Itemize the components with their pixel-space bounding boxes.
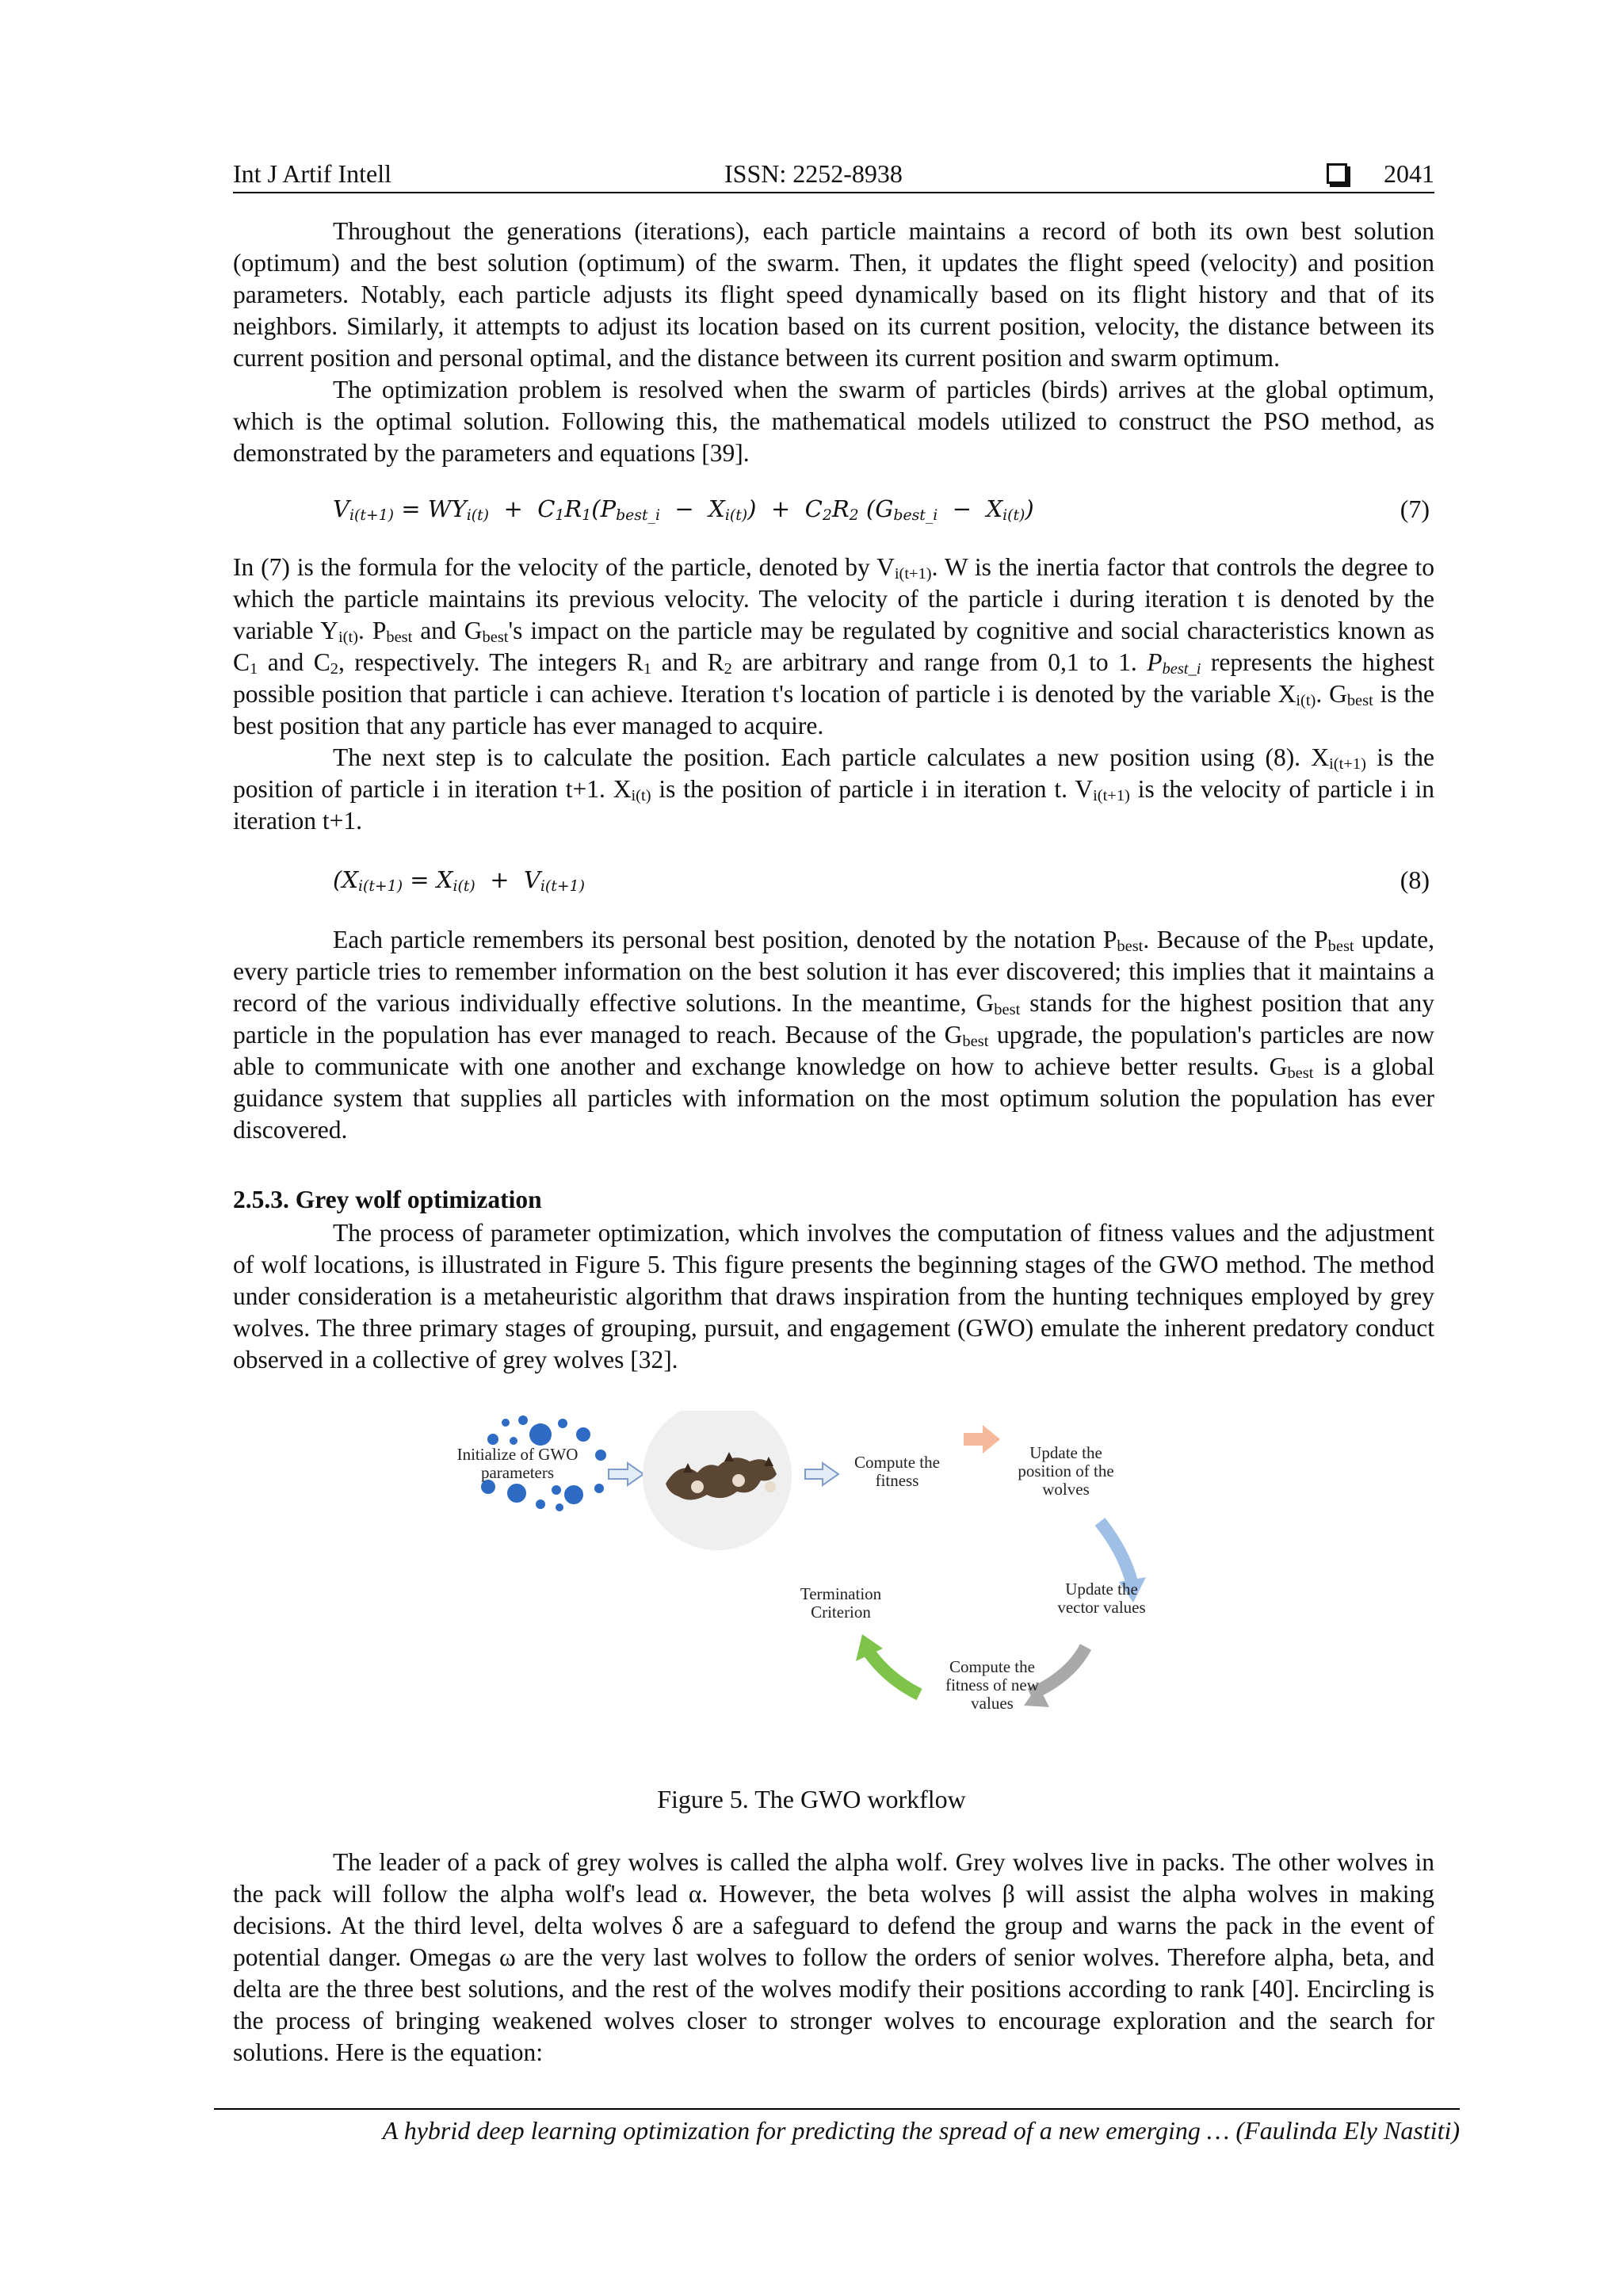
- paragraph-position-calculation: The next step is to calculate the position. Each particle calculates a new position using (8). $X_{i(t+1)}$ is the position of particle i in iteration t+1. $X_{i(t)}$ is the position of particle i in iteration t. $V_{i(t+1)}$ is the velocity of particle i in iteration t+1.: [233, 743, 1434, 835]
- paragraph-velocity-definition: In (7) is the formula for the velocity of the particle, denoted by $V_{i(t+1)}$. W is the inertia factor that controls the degree to which the particle maintains its previous velocity. The velocity of the particle i during iteration t is denoted by the variable $Y_{i(t)}$. $P_{best}$ and $G_{best}'s$ impact on the particle may be regulated by cognitive and social characteristics known as $C_1$ and $C_2$, respectively. The integers $R_1$ and $R_2$ are arbitrary and range from 0,1 to 1. $P_{best\_i}$ represents the highest possible position that particle i can achieve. Iteration t's location of particle i is denoted by the variable $X_{i(t)}$. $G_{best}$ is the best position that any particle has ever managed to acquire.: [233, 553, 1435, 739]
- gwo-workflow-figure: [428, 1411, 1173, 1759]
- label-initialize: Initialize of GWO parameters: [456, 1445, 579, 1482]
- equation-8-number: (8): [1400, 865, 1430, 894]
- equation-7-formula: $V_{i(t+1)} = WY_{i(t)} + C_1R_1(P_{best\_i} - X_{i(t)}) + C_2R_2$ $(G_{best\_i} - X_{i(t)})$: [333, 495, 1034, 524]
- page-number-group: [1327, 155, 1434, 192]
- label-update-vector: Update the vector values: [1057, 1580, 1146, 1617]
- running-header: [233, 155, 1434, 193]
- section-heading: 2.5.3. Grey wolf optimization: [233, 1186, 542, 1213]
- label-termination: Termination Criterion: [800, 1584, 882, 1622]
- running-footer: A hybrid deep learning optimization for predicting the spread of a new emerging … (Faulinda Ely Nastiti): [214, 2108, 1460, 2145]
- paragraph-pbest-gbest: Each particle remembers its personal best position, denoted by the notation $P_{best}$. Because of the $P_{best}$ update, every particle tries to remember information on the best solution it has ever discovered; this implies that it maintains a record of the various individually effective solutions. In the meantime, $G_{best}$ stands for the highest position that any particle in the population has ever managed to reach. Because of the $G_{best}$ upgrade, the population's particles are now able to communicate with one another and exchange knowledge on how to achieve better results. $G_{best}$ is a global guidance system that supplies all particles with information on the most optimum solution the population has ever discovered.: [233, 926, 1435, 1144]
- page-number: 2041: [1384, 159, 1434, 188]
- arrow-right-icon-1: [609, 1463, 643, 1485]
- journal-name: Int J Artif Intell: [233, 159, 391, 188]
- label-update-position: Update the position of the wolves: [1018, 1443, 1114, 1499]
- arrow-peach-icon: [964, 1425, 1000, 1454]
- wolves-image: [643, 1411, 792, 1550]
- label-compute-new: Compute the fitness of new values: [945, 1657, 1039, 1713]
- equation-7: [333, 491, 1430, 526]
- checkbox-square-icon: [1327, 163, 1347, 184]
- arrow-green-icon: [856, 1634, 919, 1694]
- paragraph-pso-optimum: The optimization problem is resolved when the swarm of particles (birds) arrives at the global optimum, which is the optimal solution. Following this, the mathematical models utilized to construct the PSO method, as demonstrated by the parameters and equations [39].: [233, 376, 1434, 467]
- arrow-right-icon-2: [805, 1463, 838, 1485]
- paragraph-gwo-intro: The process of parameter optimization, which involves the computation of fitness values and the adjustment of wolf locations, is illustrated in Figure 5. This figure presents the beginning stages of the GWO method. The method under consideration is a metaheuristic algorithm that draws inspiration from the hunting techniques employed by grey wolves. The three primary stages of grouping, pursuit, and engagement (GWO) emulate the inherent predatory conduct observed in a collective of grey wolves [32].: [233, 1219, 1434, 1373]
- paragraph-pso-updates: Throughout the generations (iterations), each particle maintains a record of both its own best solution (optimum) and the best solution (optimum) of the swarm. Then, it updates the flight speed (velocity) and position parameters. Notably, each particle adjusts its flight speed dynamically based on its flight history and that of its neighbors. Similarly, it attempts to adjust its location based on its current position, velocity, the distance between its current position and personal optimal, and the distance between its current position and swarm optimum.: [233, 217, 1434, 372]
- issn: ISSN: 2252-8938: [724, 159, 903, 188]
- equation-8-formula: ($X_{i(t+1)} = X_{i(t)} + V_{i(t+1)}$: [333, 866, 585, 895]
- paragraph-wolf-hierarchy: The leader of a pack of grey wolves is called the alpha wolf. Grey wolves live in packs. The other wolves in the pack will follow the alpha wolf's lead α. However, the beta wolves β will assist the alpha wolves in making decisions. At the third level, delta wolves δ are a safeguard to defend the group and warns the pack in the event of potential danger. Omegas ω are the very last wolves to follow the orders of senior wolves. Therefore alpha, beta, and delta are the three best solutions, and the rest of the wolves modify their positions according to rank [40]. Encircling is the process of bringing weakened wolves closer to stronger wolves to encourage exploration and the search for solutions. Here is the equation:: [233, 1848, 1434, 2066]
- figure-caption: Figure 5. The GWO workflow: [657, 1785, 966, 1813]
- label-compute-fitness: Compute the fitness: [854, 1453, 940, 1490]
- equation-7-number: (7): [1400, 495, 1430, 523]
- equation-8: [333, 862, 1430, 897]
